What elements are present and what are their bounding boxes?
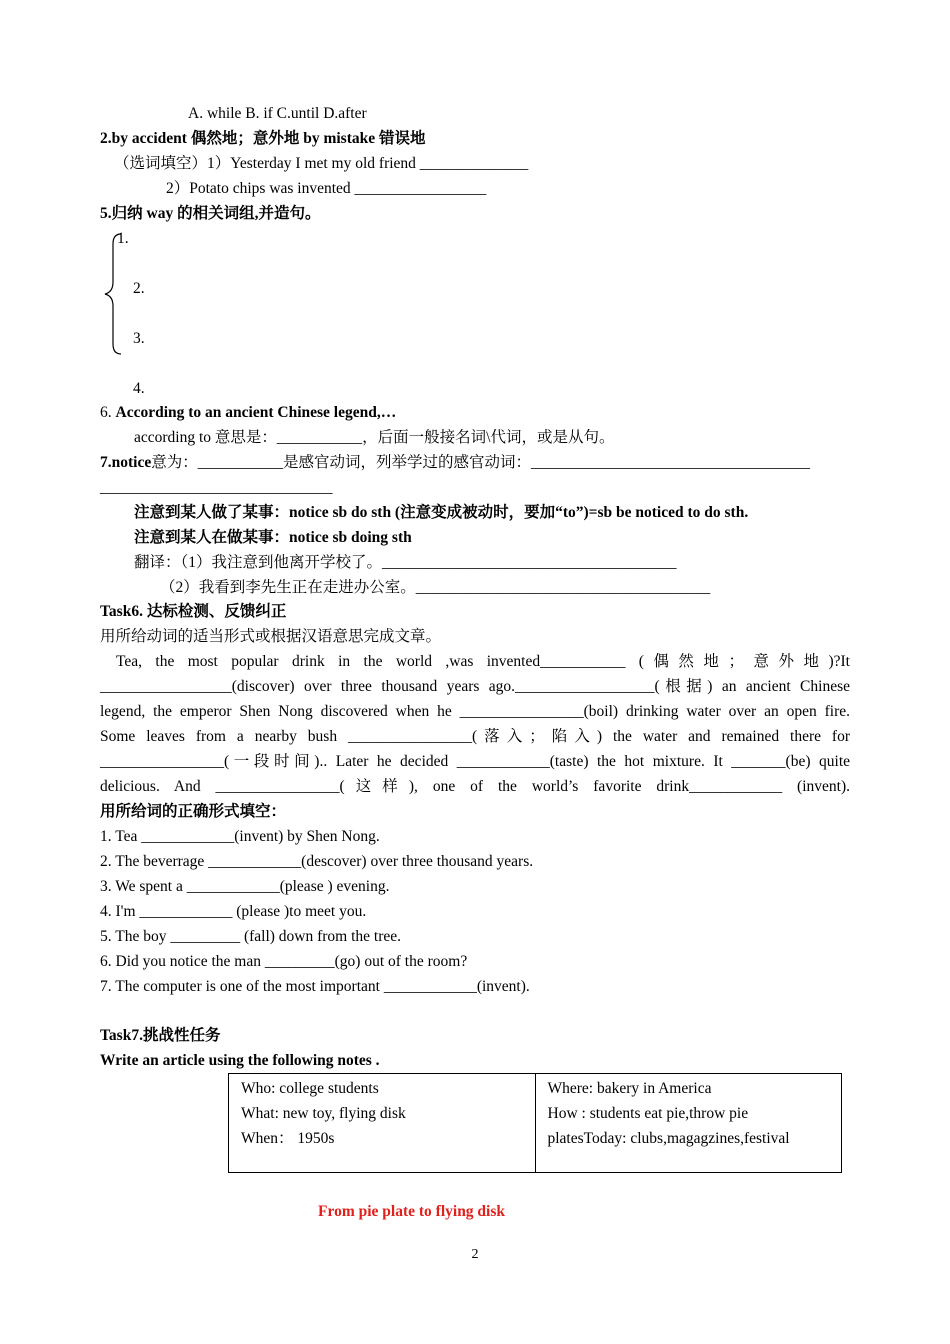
task7-heading: Task7.挑战性任务 (100, 1027, 221, 1044)
item6-note: according to 意思是：___________，后面一般接名词\代词，或是从句。 (134, 429, 615, 446)
fill-item-1: 1. Tea ____________(invent) by Shen Nong. (100, 828, 380, 845)
fill-item-3: 3. We spent a ____________(please ) evening. (100, 878, 390, 895)
fill-item-2: 2. The beverrage ____________(descover) over three thousand years. (100, 853, 534, 870)
item7-prefix: 7.notice (100, 454, 152, 471)
article-title: From pie plate to flying disk (318, 1203, 506, 1220)
item5-number-3: 3. (133, 330, 145, 347)
item7-rule-2: 注意到某人在做某事：notice sb doing sth (134, 529, 412, 546)
item2-question-1: （选词填空）1）Yesterday I met my old friend ______________ (114, 155, 529, 172)
item7-line1-text: 意为：___________是感官动词，列举学过的感官动词：____________________________________ (151, 454, 810, 471)
passage-line-2: _________________(discover) over three thousand years ago.__________________(根据) an ancient Chinese (100, 678, 850, 695)
item7-line2: ______________________________ (100, 479, 333, 496)
task7-instruction: Write an article using the following notes . (100, 1052, 380, 1069)
note-today: platesToday: clubs,magagzines,festival (547, 1130, 790, 1147)
item5-number-1: 1. (117, 230, 129, 247)
fill-item-6: 6. Did you notice the man _________(go) out of the room? (100, 953, 468, 970)
task6-instruction: 用所给动词的适当形式或根据汉语意思完成文章。 (100, 628, 442, 645)
page-number: 2 (471, 1247, 479, 1262)
item7-translation-1: 翻译：（1）我注意到他离开学校了。______________________________________ (134, 554, 677, 571)
passage-line-3: legend, the emperor Shen Nong discovered when he ________________(boil) drinking water over an open fire. (100, 703, 850, 720)
fill-item-7: 7. The computer is one of the most important ____________(invent). (100, 978, 530, 995)
item2-question-2: 2）Potato chips was invented _________________ (166, 180, 487, 197)
brace-icon (103, 232, 125, 356)
fill-heading: 用所给词的正确形式填空： (100, 803, 287, 820)
note-what: What: new toy, flying disk (241, 1105, 406, 1122)
notes-right-cell (535, 1074, 842, 1173)
item6-prefix: 6. (100, 404, 116, 421)
table-row (229, 1074, 842, 1173)
item6-heading-text: According to an ancient Chinese legend,… (115, 404, 397, 421)
fill-item-4: 4. I'm ____________ (please )to meet you. (100, 903, 367, 920)
item6-heading (100, 403, 396, 423)
item2-heading: 2.by accident 偶然地；意外地 by mistake 错误地 (100, 130, 426, 147)
item7-line1 (100, 453, 810, 473)
note-where: Where: bakery in America (547, 1080, 712, 1097)
note-who: Who: college students (241, 1080, 379, 1097)
options-line: A. while B. if C.until D.after (188, 105, 367, 122)
fill-item-5: 5. The boy _________ (fall) down from the tree. (100, 928, 402, 945)
passage-line-6: delicious. And ________________(这样), one of the world’s favorite drink____________ (invent). (100, 778, 850, 795)
passage-line-1 (100, 652, 850, 672)
item5-heading: 5.归纳 way 的相关词组,并造句。 (100, 205, 321, 222)
item7-translation-2: （2）我看到李先生正在走进办公室。______________________________________ (160, 579, 711, 596)
passage-text-1: Tea, the most popular drink in the world ,was invented___________ (偶然地；意外地)?It (116, 653, 850, 670)
passage-line-5: ________________(一段时间).. Later he decided ____________(taste) the hot mixture. It _______(be) quite (100, 753, 850, 770)
notes-left-cell (229, 1074, 536, 1173)
note-how: How : students eat pie,throw pie (547, 1105, 749, 1122)
item7-rule-1: 注意到某人做了某事：notice sb do sth (注意变成被动时，要加“to”)=sb be noticed to do sth. (134, 504, 749, 521)
notes-table (228, 1073, 842, 1173)
task6-heading: Task6. 达标检测、反馈纠正 (100, 603, 287, 620)
item5-number-4: 4. (133, 380, 145, 397)
passage-line-4: Some leaves from a nearby bush ________________(落入；陷入) the water and remained there for (100, 728, 850, 745)
note-when: When： 1950s (241, 1130, 335, 1147)
item5-number-2: 2. (133, 280, 145, 297)
